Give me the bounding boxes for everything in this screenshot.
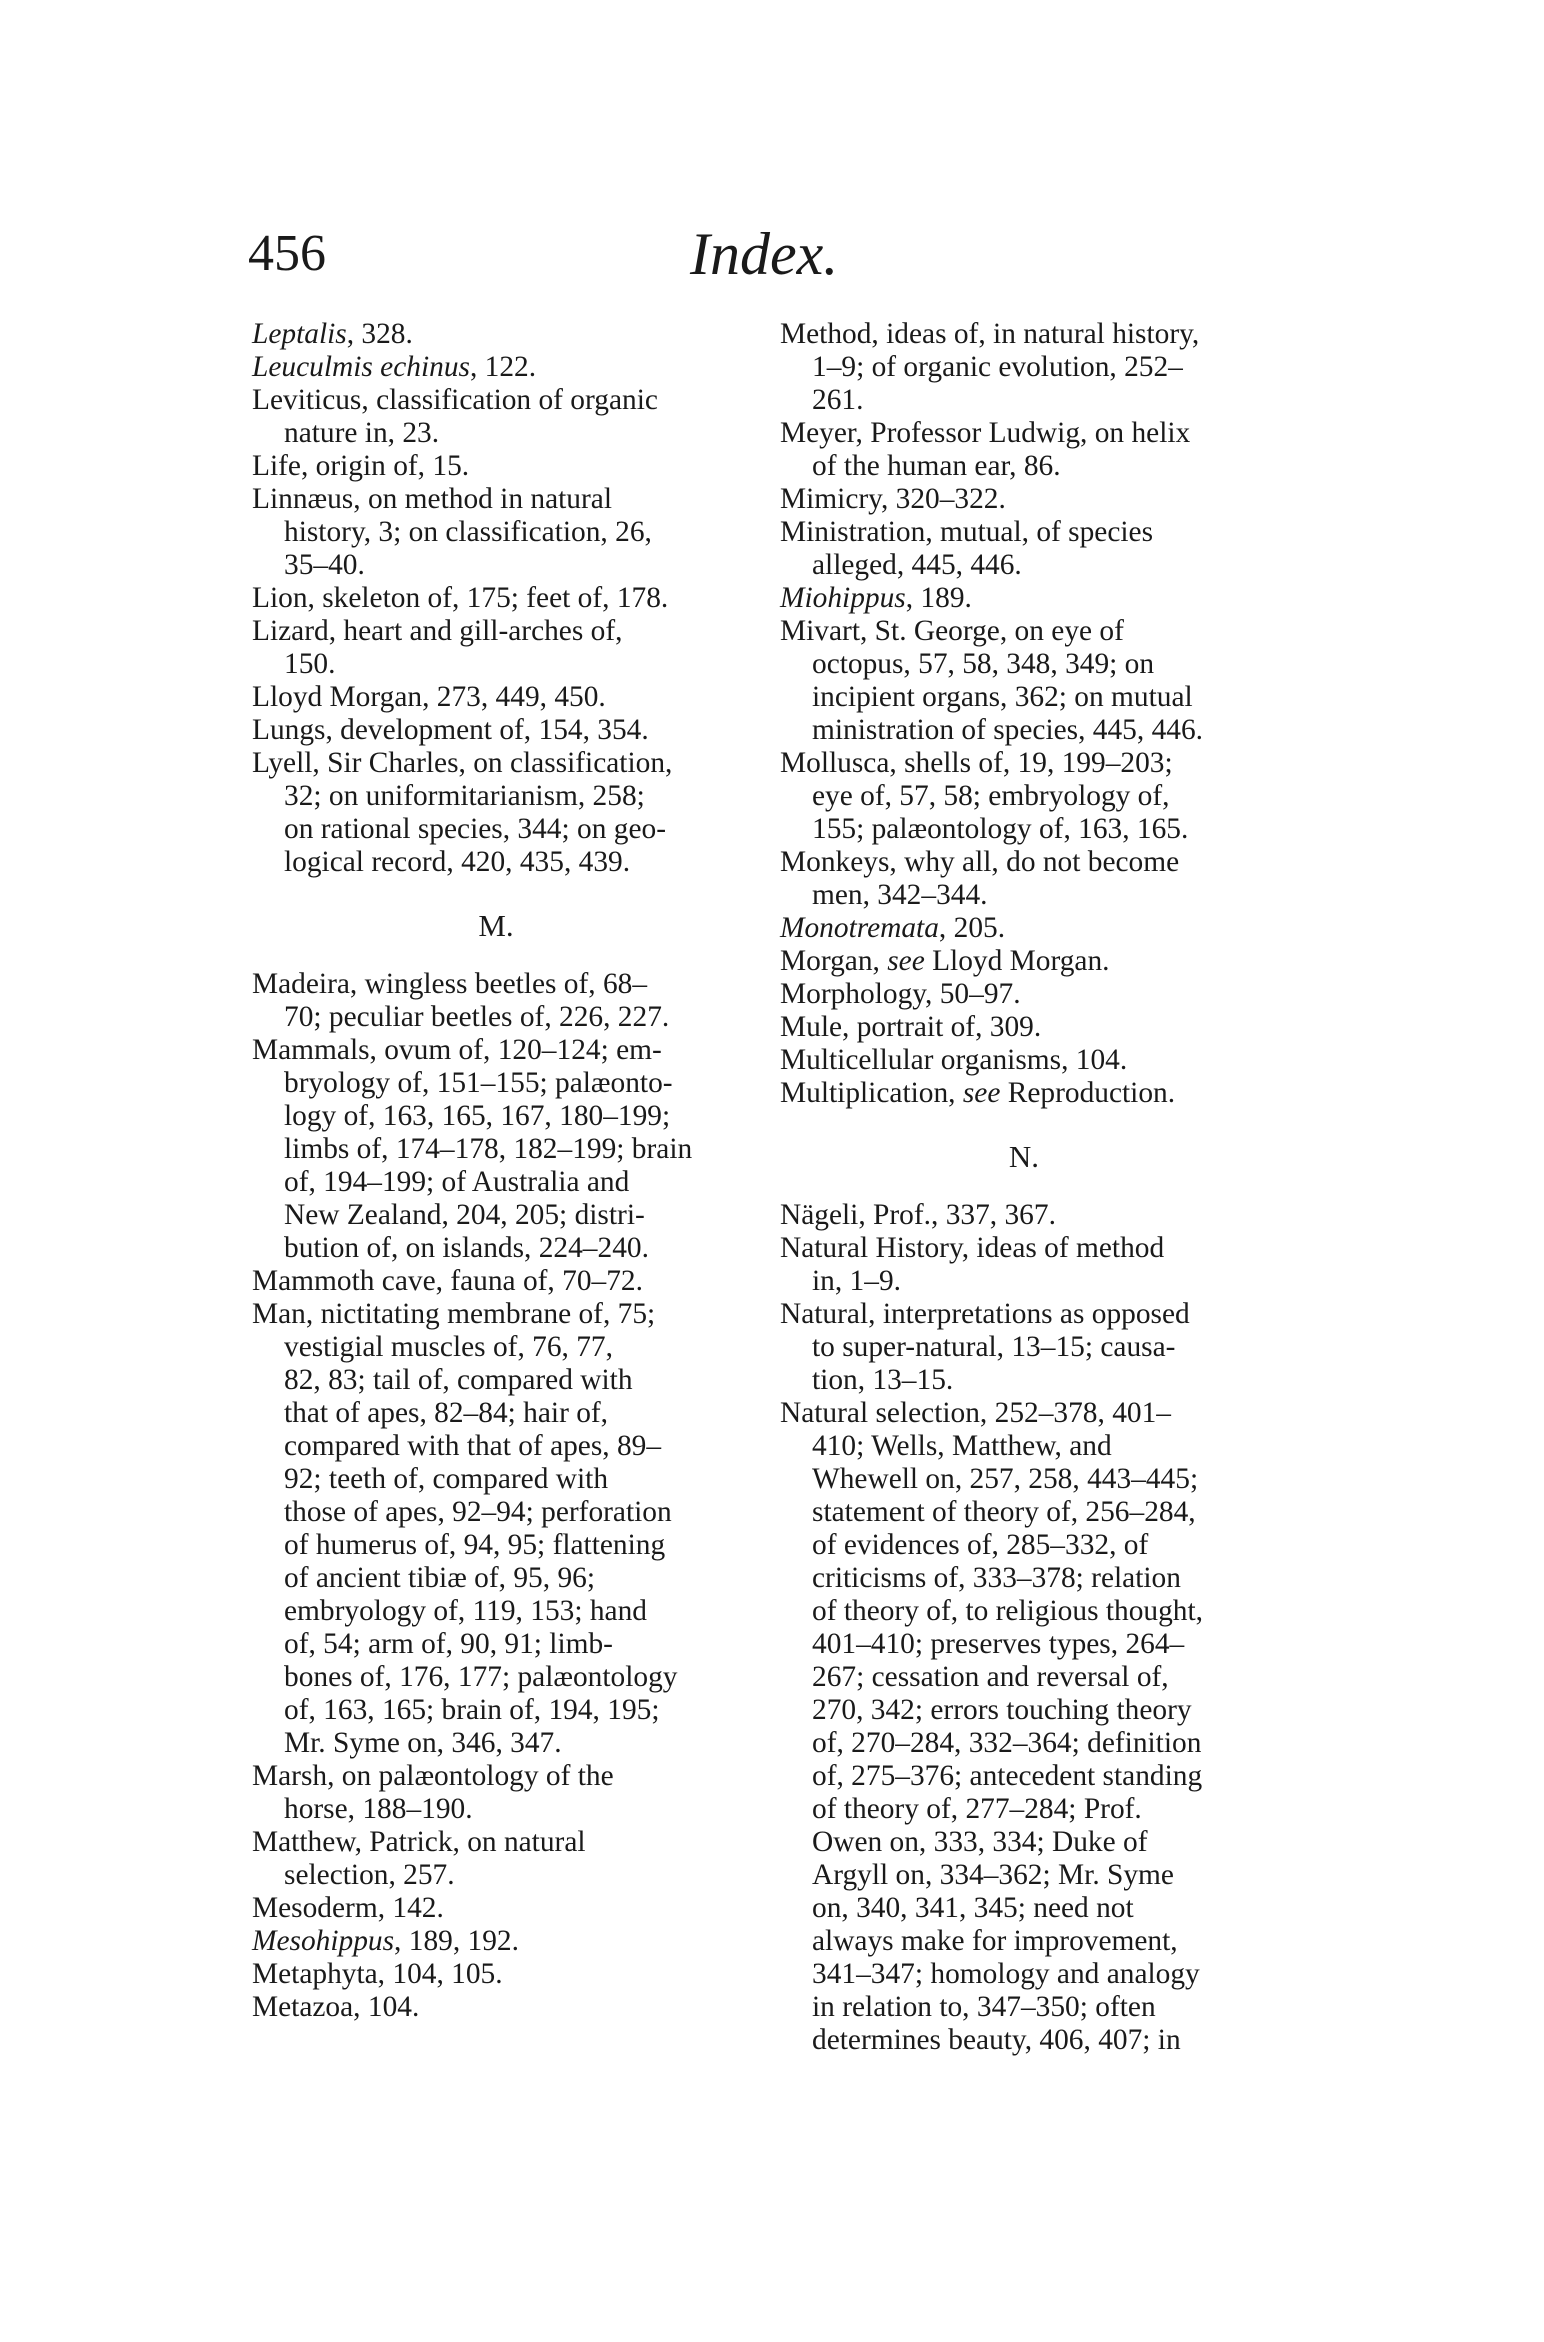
- index-entry: [252, 714, 740, 747]
- index-entry-line: of theory of, to religious thought,: [812, 1595, 1204, 1627]
- index-entry-line: logy of, 163, 165, 167, 180–199;: [284, 1100, 671, 1132]
- index-entry-line: Lungs, development of, 154, 354.: [252, 714, 649, 746]
- index-entry: [780, 747, 1268, 846]
- index-entry: [252, 1892, 740, 1925]
- index-entry-line: Nägeli, Prof., 337, 367.: [780, 1199, 1056, 1231]
- index-entry-line: in, 1–9.: [812, 1265, 901, 1297]
- index-entry-line: Lyell, Sir Charles, on classification,: [252, 747, 673, 779]
- index-entry: [780, 1298, 1268, 1397]
- index-entry-line: Argyll on, 334–362; Mr. Syme: [812, 1859, 1174, 1891]
- index-entry-line: Leuculmis echinus, 122.: [252, 351, 537, 383]
- index-entry-line: bones of, 176, 177; palæontology: [284, 1661, 678, 1693]
- index-entry: [252, 351, 740, 384]
- index-entry: [780, 483, 1268, 516]
- right-entries-after: [780, 1199, 1268, 2057]
- index-entry-line: compared with that of apes, 89–: [284, 1430, 662, 1462]
- index-entry-line: Monkeys, why all, do not become: [780, 846, 1180, 878]
- index-entry: [780, 1397, 1268, 2057]
- index-entry: [780, 1232, 1268, 1298]
- index-entry-line: Meyer, Professor Ludwig, on helix: [780, 417, 1191, 449]
- index-entry-line: in relation to, 347–350; often: [812, 1991, 1156, 2023]
- index-entry-line: ministration of species, 445, 446.: [812, 714, 1204, 746]
- index-entry-line: Man, nictitating membrane of, 75;: [252, 1298, 656, 1330]
- left-entries-after: [252, 968, 740, 2024]
- index-entry-line: 1–9; of organic evolution, 252–: [812, 351, 1183, 383]
- index-entry-line: Monotremata, 205.: [780, 912, 1006, 944]
- index-entry-line: tion, 13–15.: [812, 1364, 954, 1396]
- index-entry-line: nature in, 23.: [284, 417, 440, 449]
- index-entry-line: Mammoth cave, fauna of, 70–72.: [252, 1265, 643, 1297]
- index-entry-line: 155; palæontology of, 163, 165.: [812, 813, 1189, 845]
- index-entry-line: 267; cessation and reversal of,: [812, 1661, 1169, 1693]
- index-entry-line: Lion, skeleton of, 175; feet of, 178.: [252, 582, 669, 614]
- index-entry: [252, 1760, 740, 1826]
- index-entry-line: Metaphyta, 104, 105.: [252, 1958, 503, 1990]
- index-entry-line: Lloyd Morgan, 273, 449, 450.: [252, 681, 606, 713]
- left-column: [252, 318, 740, 2024]
- index-entry-line: Life, origin of, 15.: [252, 450, 470, 482]
- index-entry-line: bution of, on islands, 224–240.: [284, 1232, 649, 1264]
- index-entry-line: 401–410; preserves types, 264–: [812, 1628, 1185, 1660]
- index-entry-line: Multiplication, see Reproduction.: [780, 1077, 1176, 1109]
- index-entry-line: Lizard, heart and gill-arches of,: [252, 615, 623, 647]
- left-entries-before: [252, 318, 740, 879]
- index-entry: [780, 1077, 1268, 1110]
- index-entry: [252, 1826, 740, 1892]
- index-entry: [252, 968, 740, 1034]
- index-entry: [252, 747, 740, 879]
- index-entry-line: statement of theory of, 256–284,: [812, 1496, 1196, 1528]
- index-entry-line: Owen on, 333, 334; Duke of: [812, 1826, 1148, 1858]
- index-entry-line: horse, 188–190.: [284, 1793, 473, 1825]
- index-entry-line: of ancient tibiæ of, 95, 96;: [284, 1562, 595, 1594]
- index-entry-line: limbs of, 174–178, 182–199; brain: [284, 1133, 693, 1165]
- index-entry-line: that of apes, 82–84; hair of,: [284, 1397, 609, 1429]
- index-entry-line: incipient organs, 362; on mutual: [812, 681, 1193, 713]
- index-entry-line: of, 275–376; antecedent standing: [812, 1760, 1203, 1792]
- index-entry: [252, 1034, 740, 1265]
- index-entry: [780, 945, 1268, 978]
- index-entry: [780, 846, 1268, 912]
- index-entry-line: Leptalis, 328.: [252, 318, 413, 350]
- section-heading-m: M.: [478, 908, 514, 943]
- index-entry-line: Mammals, ovum of, 120–124; em-: [252, 1034, 662, 1066]
- index-entry-line: Linnæus, on method in natural: [252, 483, 612, 515]
- index-entry-line: embryology of, 119, 153; hand: [284, 1595, 647, 1627]
- index-entry-line: selection, 257.: [284, 1859, 455, 1891]
- index-entry: [252, 1298, 740, 1760]
- index-entry-line: vestigial muscles of, 76, 77,: [284, 1331, 613, 1363]
- index-entry-line: Mollusca, shells of, 19, 199–203;: [780, 747, 1173, 779]
- index-entry: [780, 417, 1268, 483]
- index-entry-line: Mivart, St. George, on eye of: [780, 615, 1124, 647]
- index-entry-line: on rational species, 344; on geo-: [284, 813, 666, 845]
- index-entry-line: of, 194–199; of Australia and: [284, 1166, 630, 1198]
- index-entry-line: Morphology, 50–97.: [780, 978, 1021, 1010]
- index-entry: [252, 582, 740, 615]
- index-entry-line: Madeira, wingless beetles of, 68–: [252, 968, 648, 1000]
- right-column: [780, 318, 1268, 2057]
- index-entry-line: 35–40.: [284, 549, 365, 581]
- index-entry: [252, 318, 740, 351]
- index-entry: [780, 615, 1268, 747]
- index-entry-line: 32; on uniformitarianism, 258;: [284, 780, 645, 812]
- index-entry: [252, 1925, 740, 1958]
- page-number: 456: [248, 225, 326, 282]
- index-entry-line: those of apes, 92–94; perforation: [284, 1496, 672, 1528]
- index-entry: [780, 516, 1268, 582]
- index-entry-line: Miohippus, 189.: [780, 582, 972, 614]
- index-entry-line: Natural History, ideas of method: [780, 1232, 1165, 1264]
- index-entry-line: to super-natural, 13–15; causa-: [812, 1331, 1176, 1363]
- index-entry-line: criticisms of, 333–378; relation: [812, 1562, 1181, 1594]
- section-heading-n: N.: [1008, 1139, 1040, 1174]
- index-entry-line: Mesohippus, 189, 192.: [252, 1925, 519, 1957]
- index-entry: [780, 582, 1268, 615]
- index-entry-line: Method, ideas of, in natural history,: [780, 318, 1200, 350]
- index-entry: [780, 978, 1268, 1011]
- index-entry-line: 341–347; homology and analogy: [812, 1958, 1200, 1990]
- index-entry-line: of theory of, 277–284; Prof.: [812, 1793, 1142, 1825]
- index-entry-line: Marsh, on palæontology of the: [252, 1760, 614, 1792]
- index-entry-line: eye of, 57, 58; embryology of,: [812, 780, 1170, 812]
- index-entry-line: New Zealand, 204, 205; distri-: [284, 1199, 645, 1231]
- index-entry-line: Mr. Syme on, 346, 347.: [284, 1727, 562, 1759]
- index-entry-line: 70; peculiar beetles of, 226, 227.: [284, 1001, 670, 1033]
- index-entry: [252, 615, 740, 681]
- index-entry: [252, 1265, 740, 1298]
- index-entry-line: 410; Wells, Matthew, and: [812, 1430, 1112, 1462]
- index-entry-line: bryology of, 151–155; palæonto-: [284, 1067, 673, 1099]
- index-entry: [252, 681, 740, 714]
- index-entry: [780, 912, 1268, 945]
- index-entry: [252, 1958, 740, 1991]
- index-entry-line: Morgan, see Lloyd Morgan.: [780, 945, 1110, 977]
- index-entry-line: alleged, 445, 446.: [812, 549, 1022, 581]
- index-entry: [780, 1199, 1268, 1232]
- index-entry-line: logical record, 420, 435, 439.: [284, 846, 631, 878]
- index-entry-line: Multicellular organisms, 104.: [780, 1044, 1128, 1076]
- index-entry-line: octopus, 57, 58, 348, 349; on: [812, 648, 1155, 680]
- index-entry-line: determines beauty, 406, 407; in: [812, 2024, 1181, 2056]
- index-entry-line: on, 340, 341, 345; need not: [812, 1892, 1134, 1924]
- index-entry-line: 270, 342; errors touching theory: [812, 1694, 1192, 1726]
- index-entry-line: Natural selection, 252–378, 401–: [780, 1397, 1171, 1429]
- index-entry-line: Ministration, mutual, of species: [780, 516, 1154, 548]
- right-entries-before: [780, 318, 1268, 1110]
- index-entry: [780, 318, 1268, 417]
- index-entry-line: Mimicry, 320–322.: [780, 483, 1006, 515]
- index-entry-line: Mesoderm, 142.: [252, 1892, 444, 1924]
- index-entry: [252, 450, 740, 483]
- index-entry-line: always make for improvement,: [812, 1925, 1178, 1957]
- index-entry-line: of, 54; arm of, 90, 91; limb-: [284, 1628, 613, 1660]
- index-entry-line: men, 342–344.: [812, 879, 988, 911]
- index-entry-line: of the human ear, 86.: [812, 450, 1061, 482]
- index-entry-line: Mule, portrait of, 309.: [780, 1011, 1042, 1043]
- index-entry-line: Matthew, Patrick, on natural: [252, 1826, 586, 1858]
- index-entry-line: of, 270–284, 332–364; definition: [812, 1727, 1202, 1759]
- index-entry-line: 150.: [284, 648, 336, 680]
- index-entry-line: 92; teeth of, compared with: [284, 1463, 609, 1495]
- index-entry: [252, 483, 740, 582]
- index-entry-line: 82, 83; tail of, compared with: [284, 1364, 633, 1396]
- index-entry-line: 261.: [812, 384, 864, 416]
- index-entry-line: of humerus of, 94, 95; flattening: [284, 1529, 666, 1561]
- index-entry-line: Leviticus, classification of organic: [252, 384, 658, 416]
- index-entry: [780, 1011, 1268, 1044]
- index-entry-line: Natural, interpretations as opposed: [780, 1298, 1190, 1330]
- index-entry-line: history, 3; on classification, 26,: [284, 516, 652, 548]
- running-title: Index.: [690, 221, 839, 287]
- index-entry: [252, 1991, 740, 2024]
- index-entry: [252, 384, 740, 450]
- index-entry-line: of evidences of, 285–332, of: [812, 1529, 1149, 1561]
- index-entry-line: Whewell on, 257, 258, 443–445;: [812, 1463, 1199, 1495]
- index-entry-line: Metazoa, 104.: [252, 1991, 420, 2023]
- index-entry: [780, 1044, 1268, 1077]
- index-entry-line: of, 163, 165; brain of, 194, 195;: [284, 1694, 660, 1726]
